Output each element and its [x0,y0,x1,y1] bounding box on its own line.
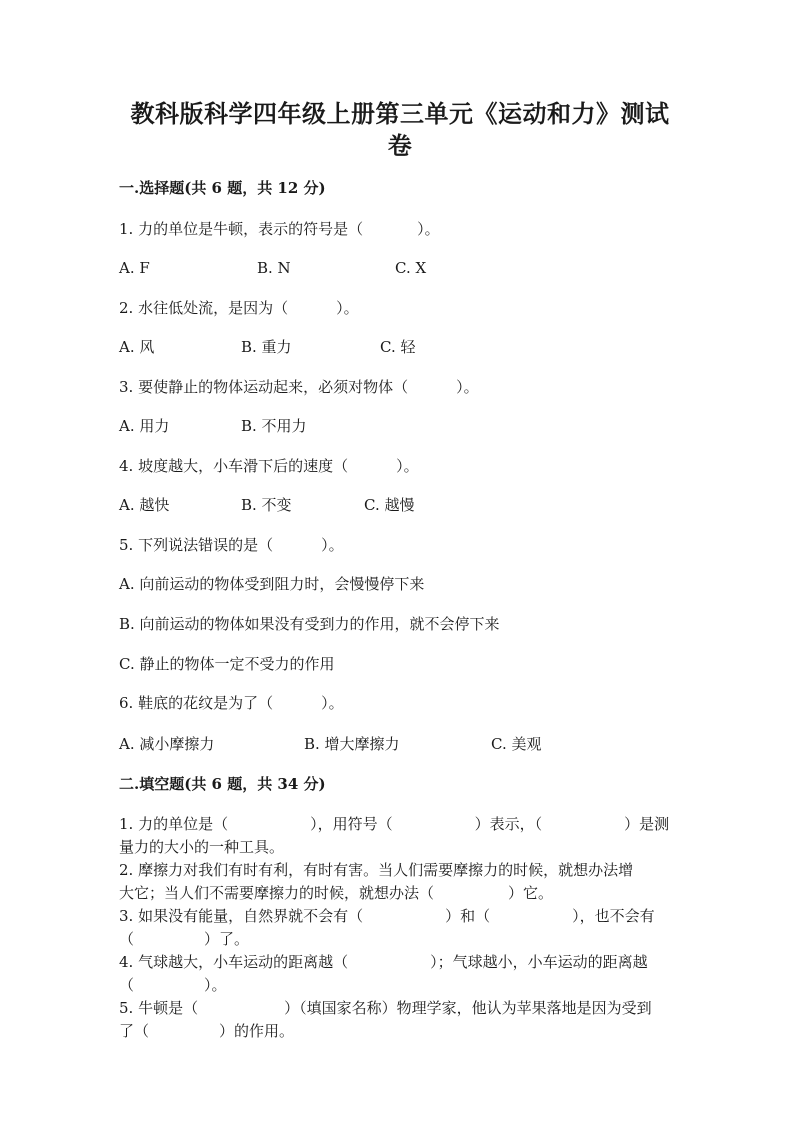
question-3 [119,376,479,398]
question-6-option-a: A. 减小摩擦力 [119,735,215,753]
page-title-line-2: 卷 [387,131,413,160]
fill-question-1-line-1 [119,813,685,836]
question-3-stem-end: ）。 [456,378,479,396]
fill-text: 3. 如果没有能量，自然界就不会有（ [119,907,364,925]
question-6-stem-end: ）。 [321,694,344,712]
question-1-option-a: A. F [119,259,150,277]
question-4-option-a: A. 越快 [119,496,170,514]
question-4-stem: 4. 坡度越大，小车滑下后的速度（ [119,457,349,475]
fill-text: ）（填国家名称）物理学家，他认为苹果落地是因为受到 [284,999,652,1017]
fill-text: ）和（ [445,907,491,925]
question-1-option-b: B. N [257,259,291,277]
fill-text: ），也不会有 [572,907,655,925]
question-3-option-b: B. 不用力 [241,417,307,435]
question-3-option-a: A. 用力 [119,417,170,435]
question-1-stem-end: ）。 [417,220,440,238]
section-heading-choice: 一.选择题(共 6 题，共 12 分) [119,179,326,197]
fill-text: ）它。 [508,884,554,902]
question-5-option-c: C. 静止的物体一定不受力的作用 [119,655,335,673]
fill-question-3-line-1 [119,905,685,928]
fill-text: 4. 气球越大，小车运动的距离越（ [119,953,349,971]
question-4-stem-end: ）。 [396,457,419,475]
fill-text: ）。 [204,976,227,994]
question-5-option-b: B. 向前运动的物体如果没有受到力的作用，就不会停下来 [119,615,500,633]
fill-text: 大它；当人们不需要摩擦力的时候，就想办法（ [119,884,435,902]
question-4-option-c: C. 越慢 [364,496,415,514]
question-4-option-b: B. 不变 [241,496,292,514]
question-5 [119,534,344,556]
question-6 [119,692,344,714]
question-2 [119,297,359,319]
question-4 [119,455,419,477]
fill-question-4-line-1 [119,951,685,974]
fill-question-3-line-2 [119,928,685,951]
question-6-option-b: B. 增大摩擦力 [304,735,400,753]
fill-text: ）的作用。 [219,1022,295,1040]
section-heading-fill: 二.填空题(共 6 题，共 34 分) [119,775,326,793]
question-6-stem: 6. 鞋底的花纹是为了（ [119,694,274,712]
fill-text: ）；气球越小，小车运动的距离越 [430,953,648,971]
fill-text: ）了。 [204,930,250,948]
fill-text: （ [119,976,135,994]
fill-question-2-line-2 [119,882,685,905]
fill-question-5-line-2 [119,1020,685,1043]
fill-text: ）是测 [624,815,670,833]
question-2-option-c: C. 轻 [380,338,416,356]
question-3-stem: 3. 要使静止的物体运动起来，必须对物体（ [119,378,409,396]
question-5-stem: 5. 下列说法错误的是（ [119,536,274,554]
fill-question-2-line-1: 2. 摩擦力对我们有时有利，有时有害。当人们需要摩擦力的时候，就想办法增 [119,861,634,879]
question-1-option-c: C. X [395,259,427,277]
question-2-option-b: B. 重力 [241,338,292,356]
fill-question-5-line-1 [119,997,685,1020]
question-2-option-a: A. 风 [119,338,155,356]
fill-question-1-line-2: 量力的大小的一种工具。 [119,838,285,856]
fill-text: ），用符号（ [310,815,393,833]
question-2-stem-end: ）。 [336,299,359,317]
question-1-stem: 1. 力的单位是牛顿，表示的符号是（ [119,220,364,238]
question-2-stem: 2. 水往低处流，是因为（ [119,299,289,317]
question-5-option-a: A. 向前运动的物体受到阻力时，会慢慢停下来 [119,575,425,593]
fill-text: 5. 牛顿是（ [119,999,199,1017]
fill-text: （ [119,930,135,948]
question-1 [119,218,440,240]
fill-text: 1. 力的单位是（ [119,815,229,833]
fill-text: 了（ [119,1022,150,1040]
question-6-option-c: C. 美观 [491,735,542,753]
page-title-line-1: 教科版科学四年级上册第三单元《运动和力》测试 [130,99,670,128]
fill-question-4-line-2 [119,974,685,997]
question-5-stem-end: ）。 [321,536,344,554]
fill-text: ）表示，（ [474,815,543,833]
